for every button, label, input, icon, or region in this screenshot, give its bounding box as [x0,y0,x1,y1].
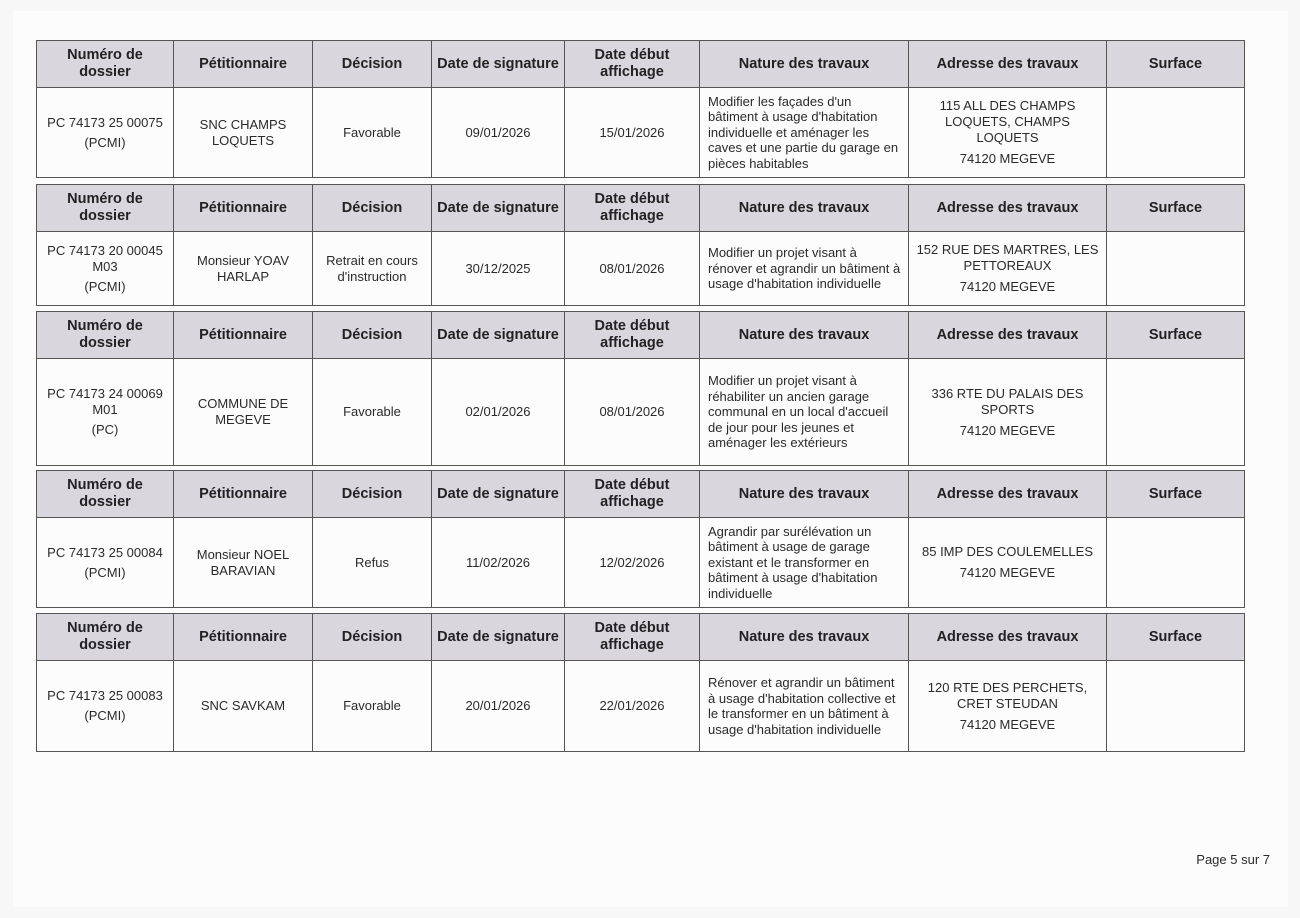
header-surface: Surface [1107,185,1245,232]
header-date-signature: Date de signature [432,471,565,518]
header-surface: Surface [1107,471,1245,518]
cell-date-affichage: 12/02/2026 [565,518,700,608]
cell-numero [37,232,174,306]
header-nature: Nature des travaux [700,614,909,661]
header-numero: Numéro de dossier [37,614,174,661]
permit-table-5 [36,613,1245,752]
cell-adresse [909,359,1107,466]
cell-decision: Favorable [313,88,432,178]
table-row [37,359,1245,466]
table-row [37,661,1245,752]
dossier-type: (PC) [91,422,119,437]
header-nature: Nature des travaux [700,41,909,88]
header-petitionnaire: Pétitionnaire [174,471,313,518]
cell-surface [1107,232,1245,306]
cell-petitionnaire: SNC SAVKAM [174,661,313,752]
cell-surface [1107,661,1245,752]
header-decision: Décision [313,614,432,661]
dossier-number: PC 74173 20 00045 M03 [47,242,163,274]
header-petitionnaire: Pétitionnaire [174,614,313,661]
cell-adresse [909,232,1107,306]
cell-date-affichage: 22/01/2026 [565,661,700,752]
cell-nature: Modifier les façades d'un bâtiment à usage d'habitation individuelle et aménager les caves et une partie du garage en pièces habitables [700,88,909,178]
header-decision: Décision [313,312,432,359]
header-adresse: Adresse des travaux [909,312,1107,359]
dossier-type: (PCMI) [84,708,126,723]
cell-numero [37,661,174,752]
permit-table-1 [36,40,1245,178]
cell-petitionnaire: COMMUNE DE MEGEVE [174,359,313,466]
address-street: 85 IMP DES COULEMELLES [922,544,1093,559]
cell-date-signature: 20/01/2026 [432,661,565,752]
cell-date-affichage: 08/01/2026 [565,359,700,466]
permit-table-3 [36,311,1245,466]
cell-surface [1107,359,1245,466]
cell-nature: Rénover et agrandir un bâtiment à usage d'habitation collective et le transformer en un bâtiment à usage d'habitation individuelle [700,661,909,752]
cell-surface [1107,518,1245,608]
permit-table-4 [36,470,1245,608]
cell-date-signature: 30/12/2025 [432,232,565,306]
header-adresse: Adresse des travaux [909,471,1107,518]
header-surface: Surface [1107,312,1245,359]
dossier-number: PC 74173 24 00069 M01 [47,386,163,417]
header-decision: Décision [313,471,432,518]
header-surface: Surface [1107,41,1245,88]
dossier-number: PC 74173 25 00083 [47,688,163,703]
header-adresse: Adresse des travaux [909,185,1107,232]
cell-surface [1107,88,1245,178]
header-date-signature: Date de signature [432,41,565,88]
header-date-signature: Date de signature [432,185,565,232]
page-number: Page 5 sur 7 [1196,852,1270,867]
address-city: 74120 MEGEVE [959,279,1056,294]
cell-numero [37,518,174,608]
cell-nature: Modifier un projet visant à rénover et agrandir un bâtiment à usage d'habitation individuelle [700,232,909,306]
header-date-signature: Date de signature [432,312,565,359]
header-row [37,614,1245,661]
cell-date-affichage: 08/01/2026 [565,232,700,306]
header-petitionnaire: Pétitionnaire [174,41,313,88]
header-date-affichage: Date début affichage [565,614,700,661]
cell-date-signature: 11/02/2026 [432,518,565,608]
dossier-number: PC 74173 25 00084 [47,544,163,560]
header-row [37,312,1245,359]
header-decision: Décision [313,41,432,88]
cell-petitionnaire: SNC CHAMPS LOQUETS [174,88,313,178]
cell-adresse [909,518,1107,608]
cell-decision: Favorable [313,661,432,752]
table-row [37,518,1245,608]
address-street: 115 ALL DES CHAMPS LOQUETS, CHAMPS LOQUETS [939,98,1076,145]
cell-numero [37,88,174,178]
header-petitionnaire: Pétitionnaire [174,185,313,232]
dossier-type: (PCMI) [84,564,126,580]
header-date-affichage: Date début affichage [565,471,700,518]
address-city: 74120 MEGEVE [959,151,1056,166]
header-decision: Décision [313,185,432,232]
address-street: 120 RTE DES PERCHETS, CRET STEUDAN [927,679,1088,711]
header-date-affichage: Date début affichage [565,41,700,88]
cell-adresse [909,88,1107,178]
header-adresse: Adresse des travaux [909,614,1107,661]
table-row [37,232,1245,306]
header-nature: Nature des travaux [700,312,909,359]
header-date-affichage: Date début affichage [565,312,700,359]
dossier-number: PC 74173 25 00075 [47,114,163,130]
cell-nature: Modifier un projet visant à réhabiliter un ancien garage communal en un local d'accueil de jour pour les jeunes et aménager les extérieurs [700,359,909,466]
header-nature: Nature des travaux [700,471,909,518]
header-numero: Numéro de dossier [37,41,174,88]
cell-decision: Refus [313,518,432,608]
header-row [37,41,1245,88]
cell-date-signature: 02/01/2026 [432,359,565,466]
header-adresse: Adresse des travaux [909,41,1107,88]
address-street: 152 RUE DES MARTRES, LES PETTOREAUX [916,242,1099,273]
header-numero: Numéro de dossier [37,312,174,359]
address-city: 74120 MEGEVE [959,565,1056,580]
cell-adresse [909,661,1107,752]
header-surface: Surface [1107,614,1245,661]
dossier-type: (PCMI) [84,134,126,150]
permit-table-2 [36,184,1245,306]
header-row [37,185,1245,232]
cell-petitionnaire: Monsieur NOEL BARAVIAN [174,518,313,608]
cell-date-affichage: 15/01/2026 [565,88,700,178]
address-city: 74120 MEGEVE [959,716,1056,732]
header-numero: Numéro de dossier [37,471,174,518]
cell-date-signature: 09/01/2026 [432,88,565,178]
cell-nature: Agrandir par surélévation un bâtiment à usage de garage existant et le transformer en bâtiment à usage d'habitation individuelle [700,518,909,608]
address-city: 74120 MEGEVE [959,422,1056,438]
dossier-type: (PCMI) [84,278,126,294]
address-street: 336 RTE DU PALAIS DES SPORTS [931,385,1084,417]
cell-petitionnaire: Monsieur YOAV HARLAP [174,232,313,306]
cell-numero [37,359,174,466]
header-date-signature: Date de signature [432,614,565,661]
cell-decision: Favorable [313,359,432,466]
header-date-affichage: Date début affichage [565,185,700,232]
header-petitionnaire: Pétitionnaire [174,312,313,359]
header-numero: Numéro de dossier [37,185,174,232]
table-row [37,88,1245,178]
cell-decision: Retrait en cours d'instruction [313,232,432,306]
header-row [37,471,1245,518]
header-nature: Nature des travaux [700,185,909,232]
